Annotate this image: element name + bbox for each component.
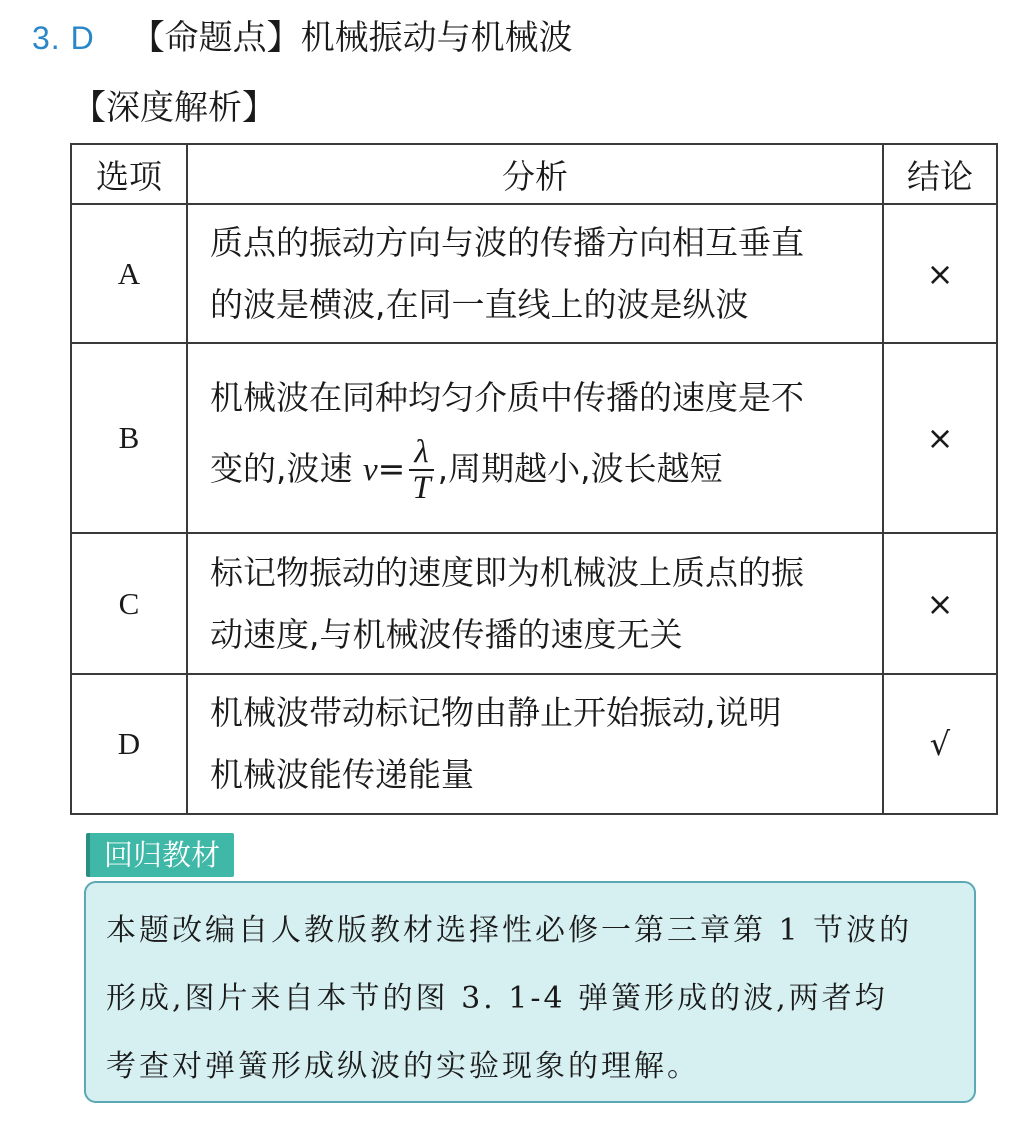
textbook-badge: 回归教材 <box>86 833 234 877</box>
analysis-line: 的波是横波,在同一直线上的波是纵波 <box>210 284 749 324</box>
analysis-line: 机械波带动标记物由静止开始振动,说明 <box>210 693 782 732</box>
formula-equals: = <box>377 448 406 488</box>
option-cell: C <box>71 533 187 674</box>
formula-numerator: λ <box>409 435 433 471</box>
analysis-line: 质点的振动方向与波的传播方向相互垂直 <box>210 222 804 262</box>
formula-fraction <box>409 435 433 505</box>
analysis-cell <box>187 343 883 533</box>
header-option: 选项 <box>71 144 187 204</box>
callout-line: 形成,图片来自本节的图 3. 1-4 弹簧形成的波,两者均 <box>106 981 888 1016</box>
analysis-cell <box>187 533 883 674</box>
option-cell: D <box>71 674 187 814</box>
table-row <box>71 533 997 674</box>
table-row <box>71 343 997 533</box>
textbook-callout <box>84 881 976 1103</box>
analysis-text: 变的,波速 <box>210 448 353 488</box>
conclusion-cell: × <box>883 204 997 343</box>
table-header-row <box>71 144 997 204</box>
topic-label: 【命题点】机械振动与机械波 <box>130 18 573 58</box>
analysis-cell <box>187 674 883 814</box>
conclusion-cell: √ <box>883 674 997 814</box>
header-analysis: 分析 <box>187 144 883 204</box>
analysis-cell <box>187 204 883 343</box>
question-header <box>32 10 573 59</box>
analysis-text: ,周期越小,波长越短 <box>437 448 723 488</box>
analysis-line: 标记物振动的速度即为机械波上质点的振 <box>210 552 804 592</box>
callout-line: 本题改编自人教版教材选择性必修一第三章第 1 节波的 <box>106 913 913 948</box>
table-row <box>71 204 997 343</box>
header-conclusion: 结论 <box>883 144 997 204</box>
table-row <box>71 674 997 814</box>
analysis-line: 动速度,与机械波传播的速度无关 <box>210 614 683 654</box>
formula-denominator: T <box>412 470 431 506</box>
conclusion-cell: × <box>883 343 997 533</box>
conclusion-cell: × <box>883 533 997 674</box>
option-cell: B <box>71 343 187 533</box>
question-number: 3. D <box>32 20 95 56</box>
analysis-table <box>70 143 998 815</box>
analysis-line: 机械波在同种均匀介质中传播的速度是不 <box>210 377 804 417</box>
option-cell: A <box>71 204 187 343</box>
formula-variable: v <box>363 451 378 488</box>
callout-line: 考查对弹簧形成纵波的实验现象的理解。 <box>106 1049 700 1084</box>
section-subheading: 【深度解析】 <box>72 88 276 128</box>
analysis-line-formula <box>210 429 860 510</box>
analysis-line: 机械波能传递能量 <box>210 755 474 794</box>
